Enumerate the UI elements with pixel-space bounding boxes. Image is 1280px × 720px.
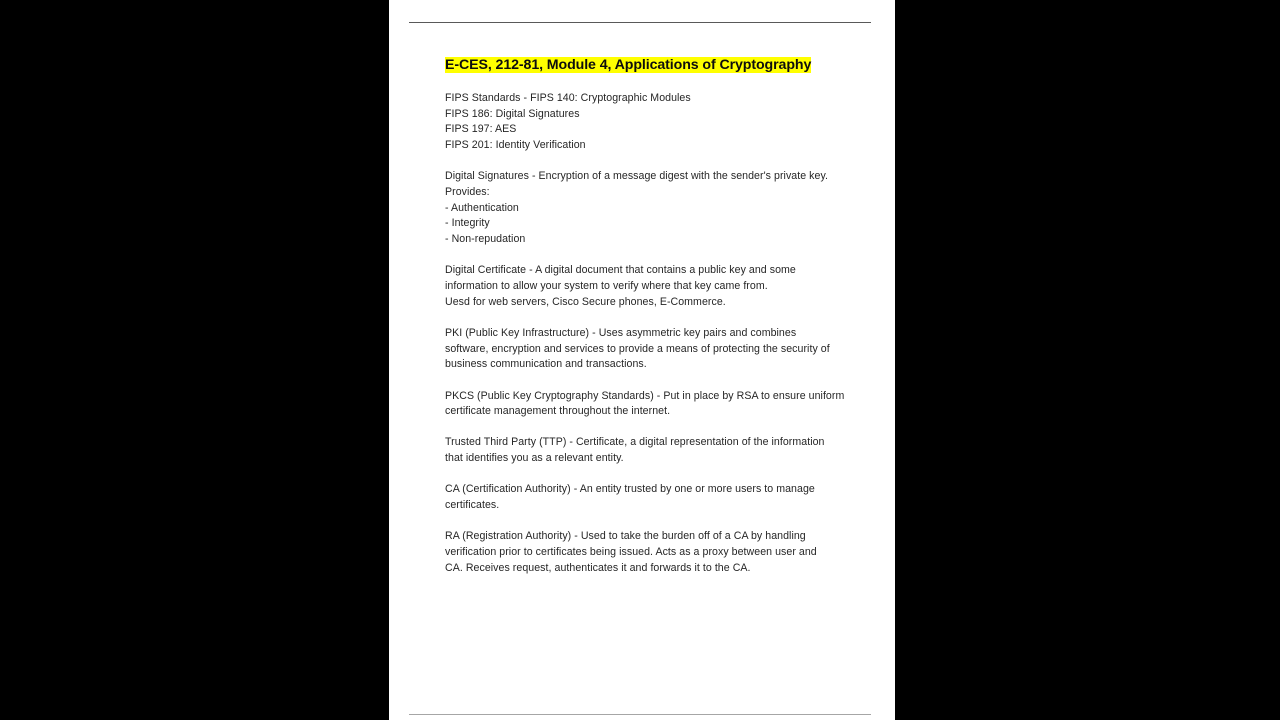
text-block-digital-signatures: [445, 169, 855, 248]
text-line: certificate management throughout the internet.: [445, 405, 671, 418]
text-line: Uesd for web servers, Cisco Secure phones, E-Commerce.: [445, 295, 726, 308]
text-line: FIPS 186: Digital Signatures: [445, 107, 580, 120]
text-line: FIPS Standards - FIPS 140: Cryptographic Modules: [445, 92, 691, 104]
text-line: RA (Registration Authority) - Used to take the burden off of a CA by handling: [445, 530, 806, 543]
text-line: - Authentication: [445, 201, 519, 214]
text-block-certification-authority: [445, 482, 855, 513]
text-line: software, encryption and services to provide a means of protecting the security of: [445, 342, 830, 355]
document-page: [389, 0, 895, 720]
text-line: FIPS 201: Identity Verification: [445, 139, 586, 152]
text-line: Digital Certificate - A digital document that contains a public key and some: [445, 264, 796, 277]
text-line: CA. Receives request, authenticates it and forwards it to the CA.: [445, 561, 751, 574]
text-line: PKI (Public Key Infrastructure) - Uses asymmetric key pairs and combines: [445, 326, 797, 339]
text-line: CA (Certification Authority) - An entity trusted by one or more users to manage: [445, 483, 815, 496]
text-block-registration-authority: [445, 529, 855, 576]
text-line: Provides:: [445, 186, 490, 199]
header-rule: [409, 22, 871, 23]
text-block-trusted-third-party: [445, 435, 855, 466]
text-line: - Integrity: [445, 217, 490, 230]
text-line: business communication and transactions.: [445, 358, 647, 371]
text-line: - Non-repudation: [445, 233, 526, 246]
footer-rule: [409, 714, 871, 715]
page-title: E-CES, 212-81, Module 4, Applications of Cryptography: [445, 57, 812, 73]
text-block-digital-certificate: [445, 263, 855, 310]
text-line: FIPS 197: AES: [445, 123, 517, 136]
text-line: PKCS (Public Key Cryptography Standards) - Put in place by RSA to ensure uniform: [445, 389, 845, 402]
text-line: verification prior to certificates being issued. Acts as a proxy between user and: [445, 545, 817, 558]
text-line: information to allow your system to verify where that key came from.: [445, 280, 768, 293]
text-block-pki: [445, 326, 855, 373]
text-line: Trusted Third Party (TTP) - Certificate, a digital representation of the information: [445, 436, 825, 449]
text-line: that identifies you as a relevant entity.: [445, 452, 624, 465]
text-block-fips-standards: [445, 91, 855, 154]
document-body: [445, 55, 855, 576]
page-title-row: [445, 55, 855, 75]
text-block-pkcs: [445, 389, 855, 420]
text-line: certificates.: [445, 499, 500, 512]
text-block-list: [445, 91, 855, 576]
text-line: Digital Signatures - Encryption of a message digest with the sender's private key.: [445, 170, 829, 183]
